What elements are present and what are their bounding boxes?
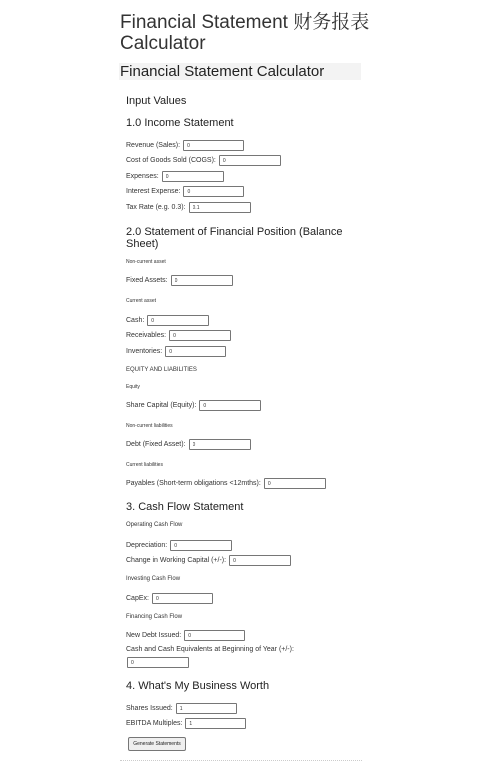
new-debt-row <box>126 630 245 641</box>
capex-row <box>126 593 213 604</box>
cash-flow-heading: 3. Cash Flow Statement <box>126 501 244 513</box>
cash-input[interactable] <box>147 315 209 326</box>
fixed-assets-input[interactable] <box>171 275 233 286</box>
beginning-cash-input[interactable] <box>127 657 189 668</box>
cash-row <box>126 315 209 326</box>
receivables-input[interactable] <box>169 330 231 341</box>
income-statement-heading: 1.0 Income Statement <box>126 117 234 129</box>
investing-cash-flow-label: Investing Cash Flow <box>126 576 181 582</box>
debt-input[interactable] <box>189 439 251 450</box>
share-capital-input[interactable] <box>199 400 261 411</box>
non-current-asset-label: Non-current asset <box>126 259 166 265</box>
non-current-liabilities-label: Non-current liabilities <box>126 423 173 429</box>
share-capital-label: Share Capital (Equity): <box>126 402 197 409</box>
expenses-row <box>126 171 224 182</box>
expenses-label: Expenses: <box>126 173 159 180</box>
interest-input[interactable] <box>183 186 244 197</box>
input-values-heading: Input Values <box>126 95 187 107</box>
equity-and-liabilities-label: EQUITY AND LIABILITIES <box>126 367 197 373</box>
shares-issued-row <box>126 703 237 714</box>
tax-rate-label: Tax Rate (e.g. 0.3): <box>126 204 186 211</box>
ebitda-multiples-input[interactable] <box>185 718 246 729</box>
fixed-assets-row <box>126 275 233 286</box>
equity-label: Equity <box>126 384 140 390</box>
revenue-input[interactable] <box>183 140 244 151</box>
revenue-label: Revenue (Sales): <box>126 142 181 149</box>
financing-cash-flow-label: Financing Cash Flow <box>126 614 183 620</box>
cogs-row <box>126 155 281 166</box>
tax-rate-input[interactable] <box>189 202 251 213</box>
depreciation-row <box>126 540 232 551</box>
current-asset-label: Current asset <box>126 298 157 304</box>
tax-rate-row <box>126 202 251 213</box>
current-liabilities-label: Current liabilities <box>126 462 163 468</box>
page-title: Financial Statement 财务报表 Calculator <box>120 12 370 54</box>
beginning-cash-label: Cash and Cash Equivalents at Beginning of Year (+/-): <box>126 646 294 653</box>
receivables-row <box>126 330 231 341</box>
inventories-row <box>126 346 226 357</box>
beginning-cash-row <box>126 644 297 655</box>
revenue-row <box>126 140 244 151</box>
cash-label: Cash: <box>126 317 145 324</box>
inventories-input[interactable] <box>165 346 226 357</box>
share-capital-row <box>126 400 261 411</box>
payables-input[interactable] <box>264 478 326 489</box>
ebitda-multiples-label: EBITDA Multiples: <box>126 720 183 727</box>
operating-cash-flow-label: Operating Cash Flow <box>126 522 183 528</box>
payables-label: Payables (Short-term obligations <12mths): <box>126 480 261 487</box>
shares-issued-input[interactable] <box>176 703 237 714</box>
new-debt-input[interactable] <box>184 630 245 641</box>
interest-row <box>126 186 244 197</box>
expenses-input[interactable] <box>162 171 224 182</box>
ebitda-multiples-row <box>126 718 246 729</box>
shares-issued-label: Shares Issued: <box>126 705 173 712</box>
debt-row <box>126 439 251 450</box>
page-subtitle: Financial Statement Calculator <box>120 63 325 80</box>
payables-row <box>126 478 326 489</box>
working-capital-row <box>126 555 291 566</box>
capex-label: CapEx: <box>126 595 149 602</box>
depreciation-input[interactable] <box>170 540 232 551</box>
capex-input[interactable] <box>152 593 213 604</box>
receivables-label: Receivables: <box>126 332 167 339</box>
page-divider <box>120 760 362 762</box>
fixed-assets-label: Fixed Assets: <box>126 277 168 284</box>
working-capital-input[interactable] <box>229 555 291 566</box>
depreciation-label: Depreciation: <box>126 542 168 549</box>
working-capital-label: Change in Working Capital (+/-): <box>126 557 227 564</box>
new-debt-label: New Debt Issued: <box>126 632 182 639</box>
business-worth-heading: 4. What's My Business Worth <box>126 680 270 692</box>
interest-label: Interest Expense: <box>126 188 181 195</box>
generate-statements-button[interactable]: Generate Statements <box>128 737 186 751</box>
financial-position-heading: 2.0 Statement of Financial Position (Balance Sheet) <box>126 226 343 250</box>
cogs-input[interactable] <box>219 155 281 166</box>
cogs-label: Cost of Goods Sold (COGS): <box>126 157 216 164</box>
debt-label: Debt (Fixed Asset): <box>126 441 186 448</box>
inventories-label: Inventories: <box>126 348 163 355</box>
